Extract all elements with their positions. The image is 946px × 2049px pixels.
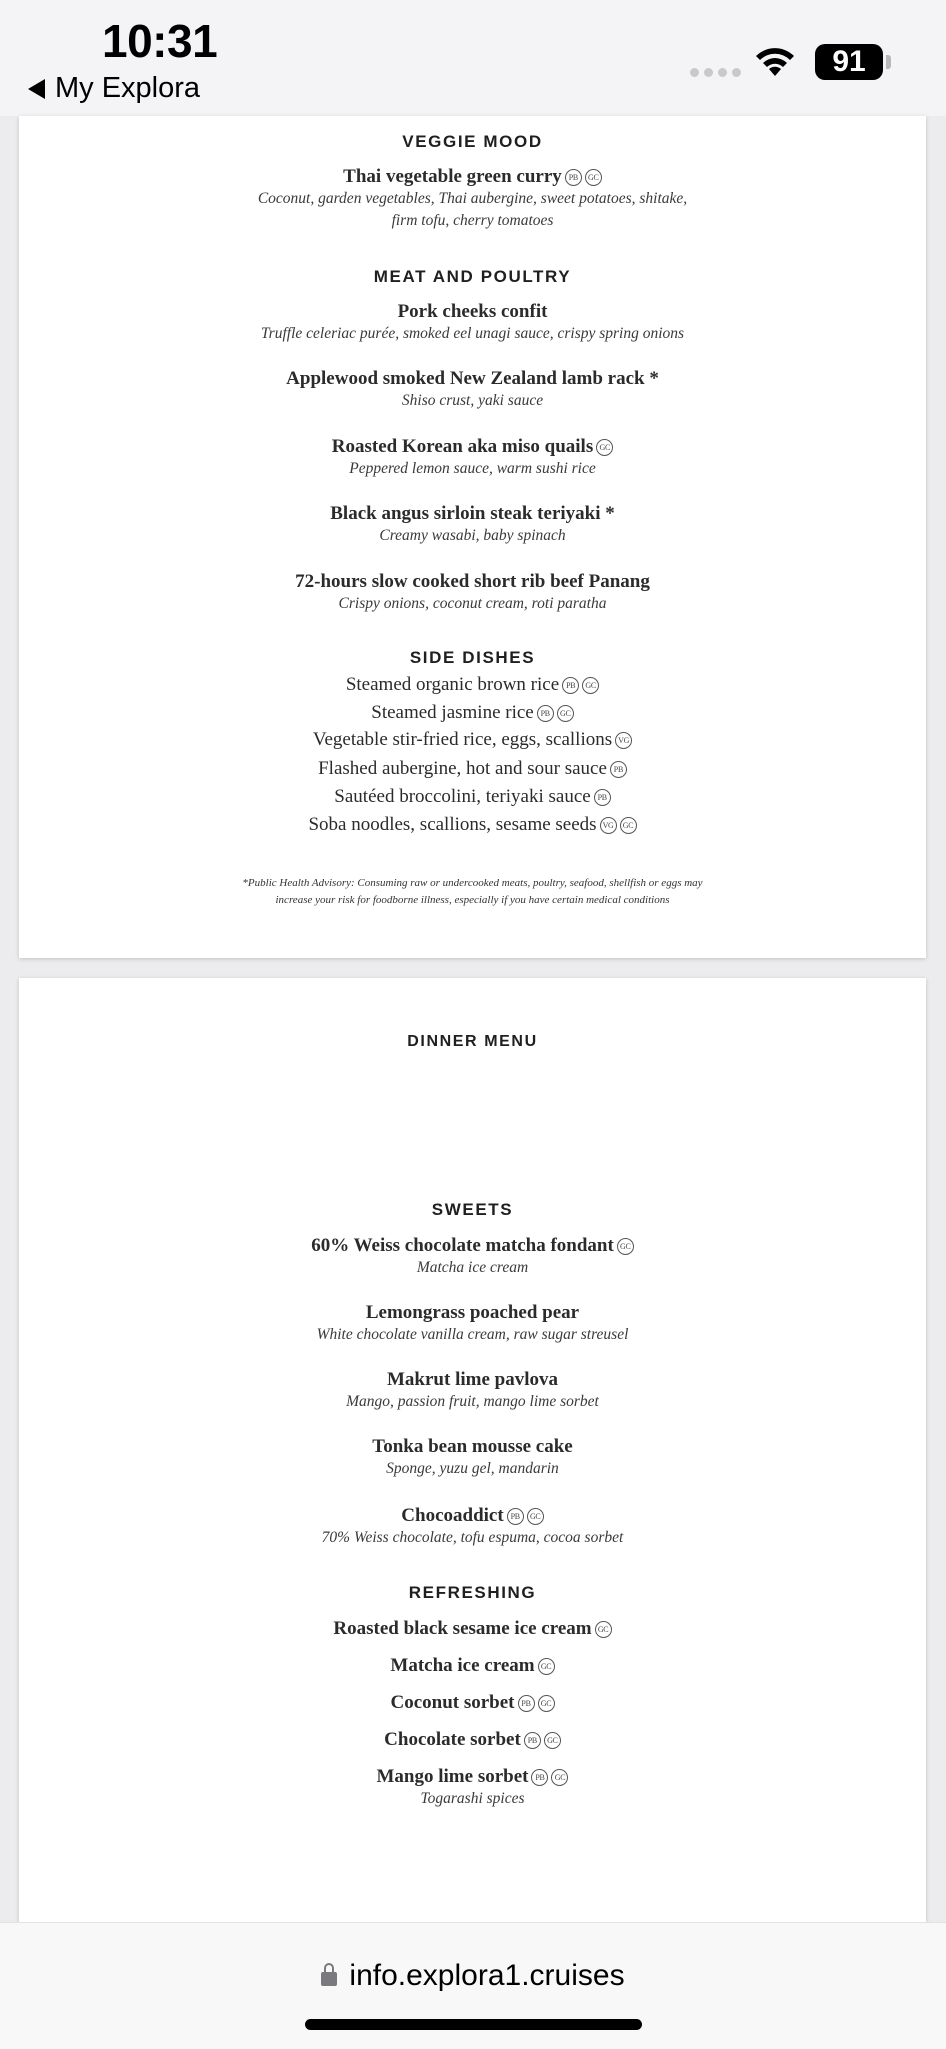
pb-badge-icon: PB [507, 1508, 524, 1525]
menu-item [19, 435, 926, 480]
item-name: 60% Weiss chocolate matcha fondant [311, 1235, 614, 1256]
vg-badge-icon: VG [600, 817, 617, 834]
menu-item [19, 1765, 926, 1810]
gc-badge-icon: GC [527, 1508, 544, 1525]
menu-item [19, 165, 926, 232]
item-description: Mango, passion fruit, mango lime sorbet [346, 1393, 599, 1410]
item-name: Thai vegetable green curry [343, 166, 562, 187]
item-name: Steamed organic brown rice [345, 674, 560, 695]
advisory-line: *Public Health Advisory: Consuming raw or undercooked meats, poultry, seafood, shellfish or eggs may [242, 877, 703, 889]
menu-item [19, 367, 926, 412]
item-name-row [19, 1765, 926, 1788]
advisory-line: increase your risk for foodborne illness, especially if you have certain medical conditions [275, 894, 670, 906]
menu-item [19, 300, 926, 345]
item-name: Lemongrass poached pear [365, 1302, 580, 1323]
item-description: Sponge, yuzu gel, mandarin [386, 1460, 559, 1477]
gc-badge-icon: GC [557, 705, 574, 722]
item-name: Matcha ice cream [390, 1655, 535, 1676]
item-name: Applewood smoked New Zealand lamb rack * [286, 368, 659, 389]
item-name: Soba noodles, scallions, sesame seeds [308, 814, 597, 835]
menu-item [19, 1617, 926, 1640]
item-name: Roasted black sesame ice cream [333, 1618, 592, 1639]
side-dish-item [19, 674, 926, 696]
item-description: Peppered lemon sauce, warm sushi rice [349, 460, 596, 477]
pb-badge-icon: PB [594, 789, 611, 806]
item-name-row [19, 1617, 926, 1640]
item-name: Makrut lime pavlova [387, 1369, 558, 1390]
item-name-row [19, 1654, 926, 1677]
item-name-row [19, 1691, 926, 1714]
section-title-veggie: VEGGIE MOOD [402, 132, 543, 151]
section-title-meat: MEAT AND POULTRY [373, 267, 572, 286]
back-triangle-icon [28, 79, 45, 99]
lock-icon [321, 1972, 337, 1986]
item-name: Steamed jasmine rice [371, 702, 534, 723]
menu-item [19, 1691, 926, 1714]
gc-badge-icon: GC [538, 1695, 555, 1712]
gc-badge-icon: GC [620, 817, 637, 834]
item-description: firm tofu, cherry tomatoes [391, 212, 554, 229]
item-name: Chocoaddict [401, 1505, 504, 1526]
item-description: Coconut, garden vegetables, Thai aubergine, sweet potatoes, shitake, [257, 190, 688, 207]
item-name-row [19, 435, 926, 458]
section-title-refreshing: REFRESHING [408, 1583, 537, 1602]
item-description: Creamy wasabi, baby spinach [379, 527, 566, 544]
side-dish-item [19, 814, 926, 836]
back-label: My Explora [55, 72, 201, 104]
pb-badge-icon: PB [531, 1769, 548, 1786]
gc-badge-icon: GC [595, 1621, 612, 1638]
vg-badge-icon: VG [615, 732, 632, 749]
battery-nub [886, 55, 891, 69]
gc-badge-icon: GC [617, 1238, 634, 1255]
pb-badge-icon: PB [524, 1732, 541, 1749]
page-title: DINNER MENU [407, 1033, 538, 1050]
side-dish-item [19, 729, 926, 751]
item-name: Vegetable stir-fried rice, eggs, scallions [312, 729, 613, 750]
menu-item [19, 1301, 926, 1346]
home-indicator[interactable] [305, 2019, 642, 2030]
section-title-sweets: SWEETS [431, 1200, 514, 1219]
section-title-sides: SIDE DISHES [409, 648, 536, 667]
menu-page-1 [19, 116, 926, 958]
status-bar [0, 0, 946, 116]
browser-bottom-bar [0, 1922, 946, 2049]
pb-badge-icon: PB [565, 169, 582, 186]
item-description: Matcha ice cream [416, 1259, 529, 1276]
gc-badge-icon: GC [538, 1658, 555, 1675]
side-dish-item [19, 758, 926, 780]
menu-item [19, 1654, 926, 1677]
item-name: Mango lime sorbet [376, 1766, 529, 1787]
gc-badge-icon: GC [582, 677, 599, 694]
item-name-row [19, 1728, 926, 1751]
battery-icon [815, 44, 883, 80]
item-name: 72-hours slow cooked short rib beef Panang [295, 571, 650, 592]
item-name-row [19, 1504, 926, 1527]
url-text: info.explora1.cruises [349, 1959, 625, 1992]
item-description: Togarashi spices [420, 1790, 525, 1807]
battery-level: 91 [832, 45, 866, 78]
item-name: Roasted Korean aka miso quails [331, 436, 594, 457]
back-to-app-button[interactable] [28, 72, 200, 105]
status-time: 10:31 [102, 15, 218, 67]
cellular-signal-icon [690, 68, 741, 77]
item-description: Crispy onions, coconut cream, roti paratha [338, 595, 607, 612]
item-name: Tonka bean mousse cake [372, 1436, 573, 1457]
gc-badge-icon: GC [551, 1769, 568, 1786]
gc-badge-icon: GC [585, 169, 602, 186]
item-name: Sautéed broccolini, teriyaki sauce [334, 786, 591, 807]
pb-badge-icon: PB [562, 677, 579, 694]
menu-item [19, 570, 926, 615]
wifi-icon [752, 44, 798, 78]
gc-badge-icon: GC [596, 439, 613, 456]
item-name: Coconut sorbet [390, 1692, 515, 1713]
item-name: Black angus sirloin steak teriyaki * [330, 503, 615, 524]
menu-page-2 [19, 978, 926, 2048]
item-description: 70% Weiss chocolate, tofu espuma, cocoa sorbet [321, 1529, 624, 1546]
pb-badge-icon: PB [518, 1695, 535, 1712]
item-name-row [19, 165, 926, 188]
item-name: Chocolate sorbet [384, 1729, 521, 1750]
gc-badge-icon: GC [544, 1732, 561, 1749]
menu-item [19, 1368, 926, 1413]
menu-item [19, 1504, 926, 1549]
pb-badge-icon: PB [610, 761, 627, 778]
address-bar[interactable] [0, 1959, 946, 1993]
menu-item [19, 502, 926, 547]
side-dish-item [19, 702, 926, 724]
side-dish-item [19, 786, 926, 808]
item-name: Pork cheeks confit [397, 301, 548, 322]
item-description: White chocolate vanilla cream, raw sugar streusel [316, 1326, 629, 1343]
pb-badge-icon: PB [537, 705, 554, 722]
menu-item [19, 1435, 926, 1480]
menu-item [19, 1728, 926, 1751]
item-name-row [19, 1234, 926, 1257]
health-advisory [19, 875, 926, 909]
menu-item [19, 1234, 926, 1279]
item-description: Shiso crust, yaki sauce [401, 392, 544, 409]
item-name: Flashed aubergine, hot and sour sauce [318, 758, 607, 779]
item-description: Truffle celeriac purée, smoked eel unagi sauce, crispy spring onions [260, 325, 685, 342]
